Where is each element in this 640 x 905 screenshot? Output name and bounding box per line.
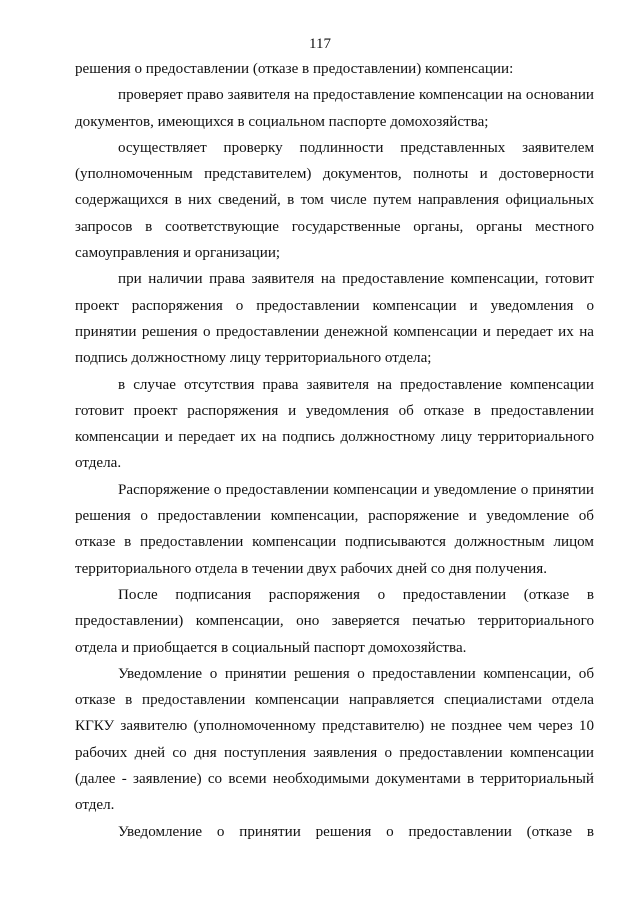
document-body [75, 56, 594, 845]
paragraph-notification-continued: Уведомление о принятии решения о предоставлении (отказе в [118, 823, 594, 840]
page-number: 117 [309, 36, 331, 52]
paragraph-certification: После подписания распоряжения о предоставлении (отказе в предоставлении) компенсации, оно заверяется печатью территориального отдела и приобщается в социальный паспорт домохозяйства. [75, 586, 594, 656]
paragraph-prepare-refusal: в случае отсутствия права заявителя на предоставление компенсации готовит проект распоряжения и уведомления об отказе в предоставлении компенсации и передает их на подпись должностному лицу территориального отдела. [75, 376, 594, 472]
paragraph-signing: Распоряжение о предоставлении компенсации и уведомление о принятии решения о предоставлении компенсации, распоряжение и уведомление об отказе в предоставлении компенсации подписываются должностным лицом территориального отдела в течении двух рабочих дней со дня получения. [75, 481, 594, 577]
paragraph-prepare-approval: при наличии права заявителя на предоставление компенсации, готовит проект распоряжения о предоставлении компенсации и уведомления о принятии решения о предоставлении денежной компенсации и передает их на подпись должностному лицу территориального отдела; [75, 271, 594, 367]
paragraph-continuation: решения о предоставлении (отказе в предоставлении) компенсации: [75, 61, 514, 77]
paragraph-verify-documents: осуществляет проверку подлинности представленных заявителем (уполномоченным представителем) документов, полноты и достоверности содержащихся в них сведений, в том числе путем направления официальных запросов в соответствующие государственные органы, органы местного самоуправления и организации; [75, 139, 594, 262]
paragraph-check-right: проверяет право заявителя на предоставление компенсации на основании документов, имеющихся в социальном паспорте домохозяйства; [75, 87, 594, 130]
paragraph-notification: Уведомление о принятии решения о предоставлении компенсации, об отказе в предоставлении компенсации направляется специалистами отдела КГКУ заявителю (уполномоченному представителю) не позднее чем через 10 рабочих дней со дня поступления заявления о предоставлении компенсации (далее - заявление) со всеми необходимыми документами в территориальный отдел. [75, 665, 594, 814]
